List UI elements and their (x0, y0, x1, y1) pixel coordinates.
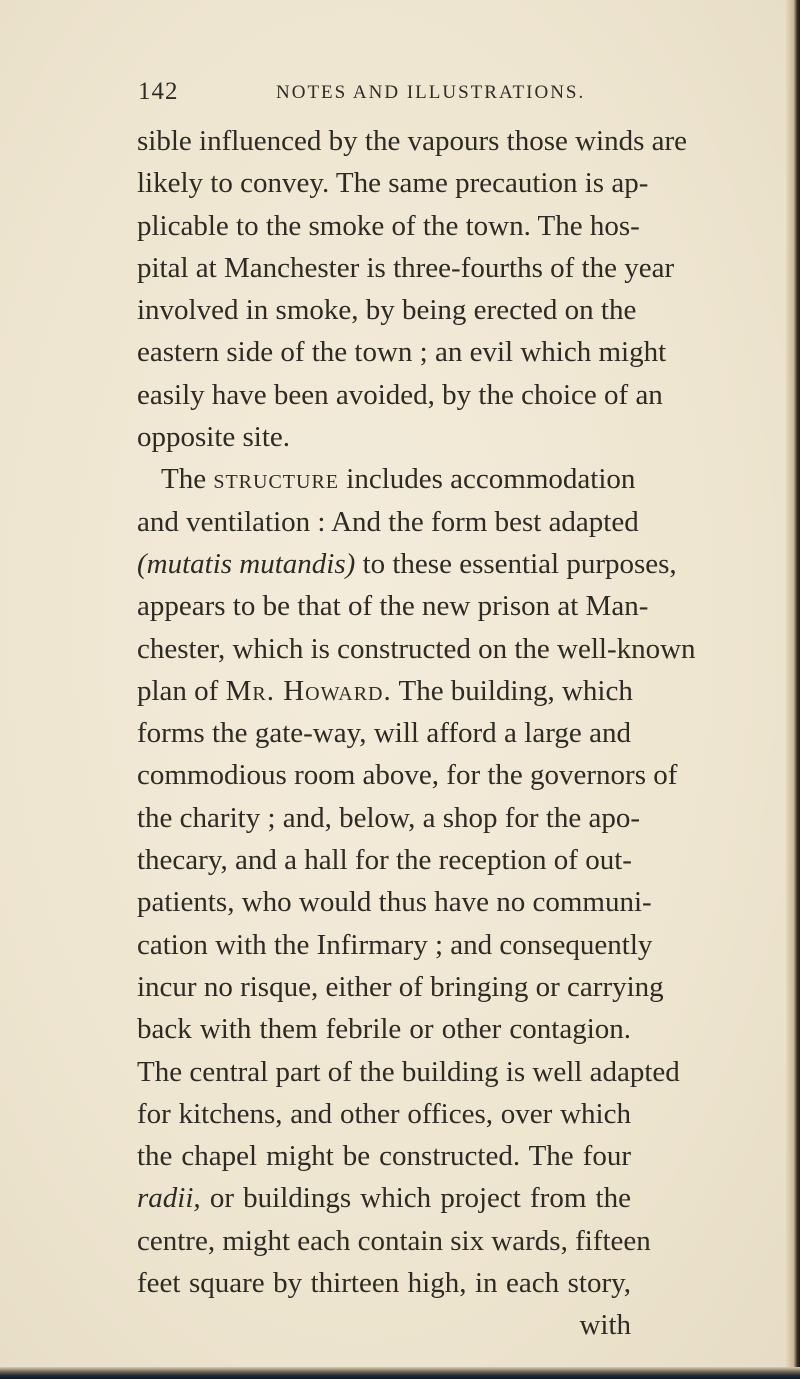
text-line: pital at Manchester is three-fourths of the year (137, 251, 675, 284)
text-line: likely to convey. The same precaution is ap- (137, 167, 649, 200)
text-line: and ventilation : And the form best adapted (137, 505, 639, 538)
text-line: plicable to the smoke of the town. The hos- (137, 209, 640, 242)
text-line: thecary, and a hall for the reception of out- (137, 844, 632, 877)
italic-term: radii, (137, 1182, 201, 1215)
page-edge-shadow (786, 0, 800, 1379)
text-line (137, 1177, 631, 1219)
small-caps-term: structure (213, 463, 340, 496)
text-line: for kitchens, and other offices, over which (137, 1097, 631, 1130)
text-line: commodious room above, for the governors of (137, 759, 678, 792)
text-line (137, 543, 677, 585)
text-line: patients, who would thus have no communi- (137, 886, 652, 919)
text-line: eastern side of the town ; an evil which might (137, 336, 667, 369)
text-run: includes accommodation (339, 463, 636, 496)
text-line: chester, which is constructed on the well-known (137, 632, 696, 665)
text-line: cation with the Infirmary ; and consequently (137, 928, 653, 961)
body-text (137, 120, 696, 1347)
text-line (137, 670, 631, 712)
catchword: with (579, 1309, 631, 1342)
text-run: or buildings which project from the (200, 1182, 631, 1215)
text-line: incur no risque, either of bringing or carrying (137, 970, 664, 1003)
text-line: forms the gate-way, will afford a large and (137, 717, 631, 750)
running-head-title: NOTES AND ILLUSTRATIONS. (276, 82, 586, 103)
text-line: the charity ; and, below, a shop for the apo- (137, 801, 641, 834)
text-line: centre, might each contain six wards, fifteen (137, 1224, 651, 1257)
text-line: feet square by thirteen high, in each story, (137, 1267, 631, 1300)
text-run: plan of (137, 674, 226, 707)
text-run: The (161, 463, 214, 496)
running-head (138, 78, 630, 108)
page-number: 142 (138, 78, 179, 105)
text-line: involved in smoke, by being erected on the (137, 294, 637, 327)
text-line: appears to be that of the new prison at Man- (137, 590, 649, 623)
text-line: back with them febrile or other contagion. (137, 1013, 631, 1046)
text-line: the chapel might be constructed. The four (137, 1140, 631, 1173)
text-run: to these essential purposes, (355, 547, 677, 580)
text-run: The building, which (391, 674, 633, 707)
text-line (137, 458, 636, 500)
text-line: easily have been avoided, by the choice of an (137, 378, 663, 411)
text-line: sible influenced by the vapours those winds are (137, 125, 688, 157)
page-bottom-edge (0, 1367, 800, 1379)
italic-phrase: (mutatis mutandis) (137, 547, 356, 580)
text-line: The central part of the building is well adapted (137, 1055, 680, 1088)
small-caps-name: Mr. Howard. (225, 674, 392, 707)
text-line: opposite site. (137, 421, 291, 454)
